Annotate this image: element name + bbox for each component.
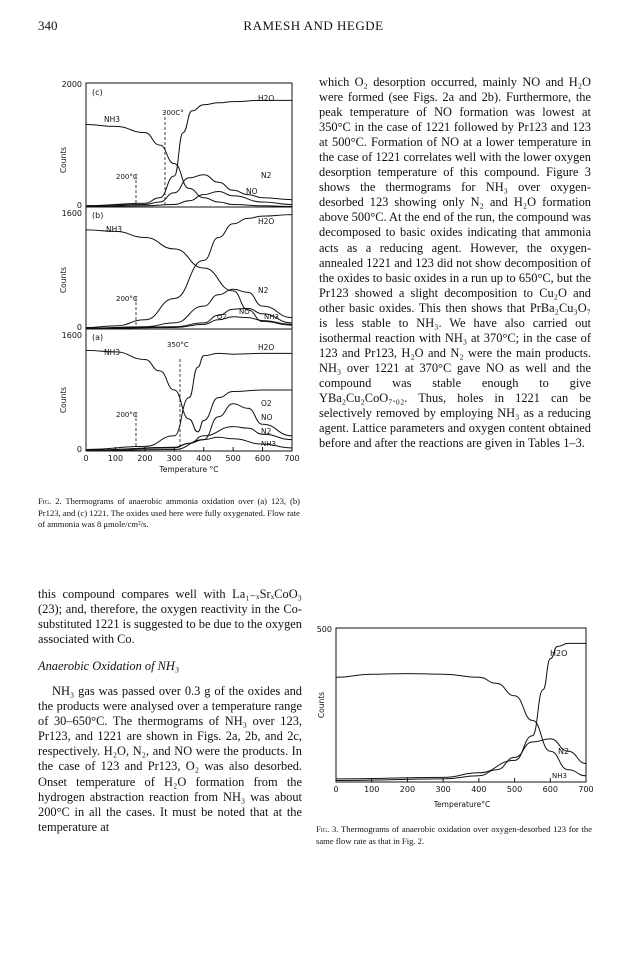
series-line-h2o bbox=[336, 643, 586, 779]
x-tick-label: 300 bbox=[435, 785, 451, 794]
x-tick-label: 700 bbox=[578, 785, 594, 794]
left-paragraph-body: NH₃ gas was passed over 0.3 g of the oxides and the products were analysed over a temperature range of 30–650°C. The thermograms of NH₃ over 123, Pr123, and 1221 are shown in Figs. 2a, 2b, and 2c, respectively. H₂O, N₂, and NO were the products. In the case of 123 and Pr123, O₂ was also desorbed. Onset temperature of H₂O formation from the hydrogen abstraction reaction from NH₃ was about 200°C in all the cases. It must be noted that at the temperature at bbox=[38, 684, 302, 834]
fig3-curves bbox=[336, 643, 586, 780]
series-line-nh3 bbox=[86, 230, 292, 325]
left-column-text bbox=[38, 587, 302, 835]
fig3-frame bbox=[336, 628, 586, 782]
y-tick-0-b: 0 bbox=[76, 323, 82, 332]
right-column-text bbox=[319, 75, 591, 451]
ann-b-nh3-2: NH3 bbox=[264, 313, 279, 321]
ann-a-350: 350°C bbox=[167, 341, 189, 349]
fig3-x-label: Temperature°C bbox=[433, 800, 491, 809]
figure-3-chart bbox=[312, 620, 592, 810]
ann-a-nh3: NH3 bbox=[104, 348, 121, 357]
ann-b-nh3: NH3 bbox=[106, 225, 123, 234]
ann-b-o2: O2 bbox=[217, 313, 227, 321]
panel-label-b: (b) bbox=[92, 211, 104, 220]
fig3-ann-h2o: H2O bbox=[550, 649, 568, 658]
x-tick-label: 700 bbox=[284, 454, 300, 463]
fig3-y-label: Counts bbox=[317, 691, 326, 719]
ann-a-h2o: H2O bbox=[258, 343, 275, 352]
panel-label-c: (c) bbox=[92, 88, 103, 97]
ann-b-n2: N2 bbox=[258, 286, 269, 295]
series-line-n2 bbox=[336, 739, 586, 781]
ann-a-o2: O2 bbox=[261, 399, 272, 408]
series-line-no bbox=[86, 308, 292, 328]
ann-b-200: 200°C bbox=[116, 295, 138, 303]
figure-2-caption-label: Fig. 2. bbox=[38, 496, 62, 506]
right-paragraph: which O₂ desorption occurred, mainly NO and H₂O were formed (see Figs. 2a and 2b). Furthermore, the peak temperature of NO formation was lowest at 350°C in the case of 1221 followed by Pr123 and 123 at 500°C. Formation of NO at a lower temperature in the case of 1221 correlates well with the lower oxygen desorption temperature of this compound. Figure 3 shows the thermograms for NH₃ over oxygen-desorbed 123 showing only N₂ and H₂O formation above 500°C. At the end of the run, the compound was decomposed to basic oxides indicating that ammonia acts as a reducing agent. However, the oxygen-annealed 1221 and 123 did not show decomposition of the oxides to basic oxides in a run up to 650°C, but the Pr123 showed a slight decomposition to Cu₂O and other basic oxides. This then shows that PrBa₂Cu₃O₇ is less stable to NH₃. We have also carried out isothermal reaction with NH₃ at 370°C; in the case of 123 and Pr123, H₂O and N₂ were the main products. NH₃ over 1221 at 370°C gave NO as well and the compound was stable enough to give YBa₂Cu₂CoO₇.₀₂. Thus, holes in 1221 can be selectively removed by employing NH₃ as a reducing agent. Lattice parameters and oxygen content obtained before and after the reactions are given in Tables 1–3. bbox=[319, 75, 591, 451]
series-line-nh3 bbox=[86, 125, 292, 207]
x-tick-label: 0 bbox=[333, 785, 339, 794]
fig3-ann-n2: N2 bbox=[558, 747, 570, 756]
figure-2-caption bbox=[38, 496, 300, 531]
x-tick-label: 200 bbox=[399, 785, 416, 794]
figure-3-caption bbox=[316, 824, 592, 847]
figure-2-caption-text: Thermograms of anaerobic ammonia oxidation over (a) 123, (b) Pr123, and (c) 1221. The oxides used here were fully oxygenated. Flow rate of ammonia was 8 μmole/cm²/s. bbox=[38, 496, 300, 529]
section-heading: Anaerobic Oxidation of NH₃ bbox=[38, 659, 180, 674]
ann-a-nh3-2: NH3 bbox=[261, 440, 276, 448]
y-tick-1600-b: 1600 bbox=[61, 209, 82, 218]
ann-c-n2: N2 bbox=[261, 171, 272, 180]
ann-c-200: 200°C bbox=[116, 173, 138, 181]
panel-label-a: (a) bbox=[92, 333, 104, 342]
series-line-nh3 bbox=[336, 674, 586, 776]
y-tick-1600-a: 1600 bbox=[61, 331, 82, 340]
y-tick-0-a: 0 bbox=[76, 445, 82, 454]
ann-b-h2o: H2O bbox=[258, 217, 275, 226]
ann-c-no: NO bbox=[246, 187, 258, 196]
x-tick-label: 200 bbox=[137, 454, 153, 463]
x-tick-label: 600 bbox=[254, 454, 271, 463]
x-tick-label: 300 bbox=[166, 454, 182, 463]
ann-a-n2: N2 bbox=[261, 427, 272, 436]
x-tick-label: 400 bbox=[196, 454, 212, 463]
figure-3-caption-label: Fig. 3. bbox=[316, 824, 339, 834]
y-axis-label-a: Counts bbox=[59, 386, 68, 414]
x-tick-label: 100 bbox=[107, 454, 124, 463]
figure-2 bbox=[36, 75, 304, 495]
fig3-y-tick-500: 500 bbox=[316, 625, 332, 634]
x-axis-label: Temperature °C bbox=[159, 465, 219, 474]
series-line-o2 bbox=[86, 317, 292, 329]
running-head: RAMESH AND HEGDE bbox=[243, 18, 384, 33]
ann-a-200: 200°C bbox=[116, 411, 138, 419]
y-axis-label-c: Counts bbox=[59, 146, 68, 174]
x-tick-label: 0 bbox=[83, 454, 89, 463]
ann-c-h2o: H2O bbox=[258, 94, 275, 103]
y-axis-label-b: Counts bbox=[59, 266, 68, 294]
page-number: 340 bbox=[38, 18, 58, 33]
x-tick-label: 500 bbox=[225, 454, 241, 463]
ann-c-nh3: NH3 bbox=[104, 115, 121, 124]
figure-3 bbox=[312, 620, 592, 810]
y-tick-2000: 2000 bbox=[61, 80, 82, 89]
figure-3-caption-text: Thermograms of anaerobic oxidation over oxygen-desorbed 123 for the same flow rate as that in Fig. 2. bbox=[316, 824, 593, 846]
fig3-ann-nh3: NH3 bbox=[552, 772, 567, 780]
figure-2-chart bbox=[36, 75, 304, 495]
y-tick-0-c: 0 bbox=[76, 201, 82, 210]
left-paragraph-top: this compound compares well with La₁₋ₓSrₓCoO₃ (23); and, therefore, the oxygen reactivity in the Co-substituted 1221 is suggested to be due to the oxygen associated with Co. bbox=[38, 587, 302, 647]
x-tick-label: 400 bbox=[471, 785, 487, 794]
x-tick-label: 100 bbox=[364, 785, 380, 794]
x-tick-label: 600 bbox=[542, 785, 558, 794]
ann-a-no: NO bbox=[261, 413, 273, 422]
x-tick-label: 500 bbox=[506, 785, 523, 794]
ann-c-300: 300C° bbox=[162, 109, 184, 117]
ann-b-no: NO bbox=[239, 308, 250, 316]
